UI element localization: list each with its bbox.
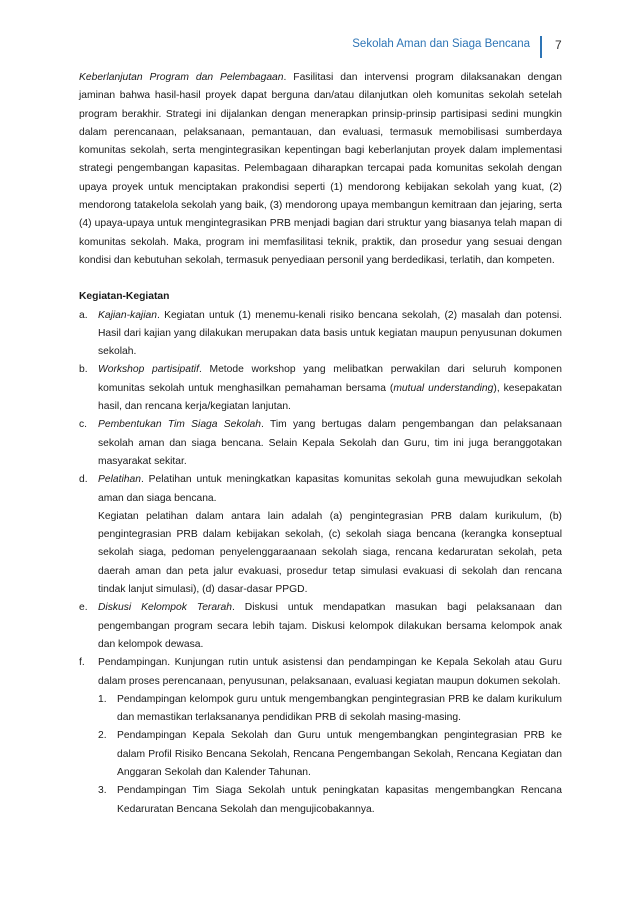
list-item-d	[79, 471, 562, 599]
list-item-b	[79, 361, 562, 416]
sub-item-2	[98, 727, 562, 782]
item-title: Diskusi Kelompok Terarah	[98, 602, 232, 614]
list-item-a	[79, 307, 562, 362]
item-title: Pelatihan	[98, 474, 141, 486]
item-text-cont: ), kesepakatan hasil, dan rencana kerja/kegiatan lanjutan.	[98, 382, 562, 413]
list-marker: b.	[79, 364, 88, 376]
item-text: . Metode workshop yang melibatkan perwakilan dari seluruh komponen komunitas sekolah untuk menghasilkan pemahaman bersama (	[98, 364, 562, 394]
list-marker: a.	[79, 309, 88, 321]
page-number: 7	[555, 38, 562, 52]
list-marker: f.	[79, 657, 85, 669]
sub-number: 2.	[98, 730, 107, 742]
section-heading: Kegiatan-Kegiatan	[79, 291, 170, 303]
item-text: . Kegiatan untuk (1) menemu-kenali risiko bencana sekolah, (2) masalah dan potensi. Hasil dari kajian yang dilakukan merupakan data basis untuk kegiatan maupun penyusunan dokumen sekolah.	[98, 309, 562, 358]
list-item-f	[79, 654, 562, 819]
list-marker: e.	[79, 602, 88, 614]
sub-text: Pendampingan kelompok guru untuk mengembangkan pengintegrasian PRB ke dalam kurikulum dan memastikan terlaksananya pendidikan PRB di sekolah masing-masing.	[117, 693, 562, 724]
list-item-c	[79, 416, 562, 471]
intro-lead: Keberlanjutan Program dan Pelembagaan	[79, 72, 284, 83]
intro-paragraph	[79, 69, 562, 270]
item-text: Pendampingan. Kunjungan rutin untuk asistensi dan pendampingan ke Kepala Sekolah atau Guru dalam proses perencanaan, penyusunan, pelaksanaan, evaluasi kegiatan maupun dokumen sekolah.	[98, 657, 562, 687]
item-title: Workshop partisipatif	[98, 364, 199, 376]
list-item-e	[79, 599, 562, 654]
item-extra: Kegiatan pelatihan dalam antara lain adalah (a) pengintegrasian PRB dalam kurikulum, (b) pengintegrasian PRB dalam kebijakan sekolah, (c) sekolah siaga bencana (kerangka konseptual sekolah siaga, pedoman penyelenggaraanaan sekolah siaga, rencana kedaruratan sekolah, peta daerah aman dan peta jalur evakuasi, prosedur tetap simulasi evakuasi di sekolah dan rencana tindak lanjut simulasi), (d) dasar-dasar PPGD.	[98, 510, 562, 596]
intro-text: . Fasilitasi dan intervensi program dilaksanakan dengan jaminan bahwa hasil-hasil proyek dapat berguna dan/atau dilanjutkan oleh komunitas sekolah setelah program berakhir. Strategi ini dijalankan dengan menerapkan prinsip-prinsip partisipasi sedini mungkin dalam perencanaan, pelaksanaan, pemantauan, dan evaluasi, termasuk memobilisasi sumberdaya komunitas sekolah, serta mengintegrasikan kepentingan bagi keberlanjutan proyek dalam implementasi strategi pengembangan kapasitas. Pelembagaan diharapkan tercapai pada komunitas sekolah dengan upaya proyek untuk menciptakan prakondisi seperti (1) mendorong kebijakan sekolah yang kuat, (2) mendorong tatakelola sekolah yang baik, (3) mendorong upaya membangun kemitraan dan jejaring, serta (4) upaya-upaya untuk mengintegrasikan PRB menjadi bagian dari struktur yang biasanya telah mapan di komunitas sekolah. Maka, program ini memfasilitasi teknik, praktik, dan prosedur yang sesuai dengan kondisi dan kebutuhan sekolah, termasuk penyediaan personil yang berdedikasi, terlatih, dan kompeten.	[79, 72, 562, 266]
sub-number: 1.	[98, 693, 107, 705]
header-divider	[540, 36, 542, 58]
item-title: Pembentukan Tim Siaga Sekolah	[98, 419, 261, 431]
sub-item-1	[98, 691, 562, 728]
spacer	[79, 270, 562, 288]
page-body	[79, 69, 562, 819]
sub-item-3	[98, 782, 562, 819]
list-marker: d.	[79, 474, 88, 486]
item-text: . Diskusi untuk mendapatkan masukan bagi pelaksanaan dan pengembangan program secara lebih tajam. Diskusi kelompok dilakukan bersama kelompok anak dan kelompok dewasa.	[98, 602, 562, 650]
item-title: Kajian-kajian	[98, 309, 157, 321]
item-text: . Tim yang bertugas dalam pengembangan dan pelaksanaan sekolah aman dan siaga bencana. Selain Kepala Sekolah dan Guru, tim ini juga beranggotakan masyarakat sekitar.	[98, 419, 562, 467]
list-marker: c.	[79, 419, 88, 431]
sub-text: Pendampingan Kepala Sekolah dan Guru untuk mengembangkan pengintegrasian PRB ke dalam Profil Risiko Bencana Sekolah, Rencana Pengembangan Sekolah, Rencana Kegiatan dan Anggaran Sekolah dan Kalender Tahunan.	[117, 730, 562, 778]
item-text: . Pelatihan untuk meningkatkan kapasitas komunitas sekolah guna mewujudkan sekolah aman dan siaga bencana.	[98, 474, 562, 504]
sub-text: Pendampingan Tim Siaga Sekolah untuk peningkatan kapasitas mengembangkan Rencana Kedaruratan Bencana Sekolah dan mengujicobakannya.	[117, 785, 562, 815]
sub-number: 3.	[98, 785, 107, 797]
running-title: Sekolah Aman dan Siaga Bencana	[352, 38, 530, 50]
item-italic: mutual understanding	[393, 382, 494, 394]
page-header	[0, 36, 638, 58]
